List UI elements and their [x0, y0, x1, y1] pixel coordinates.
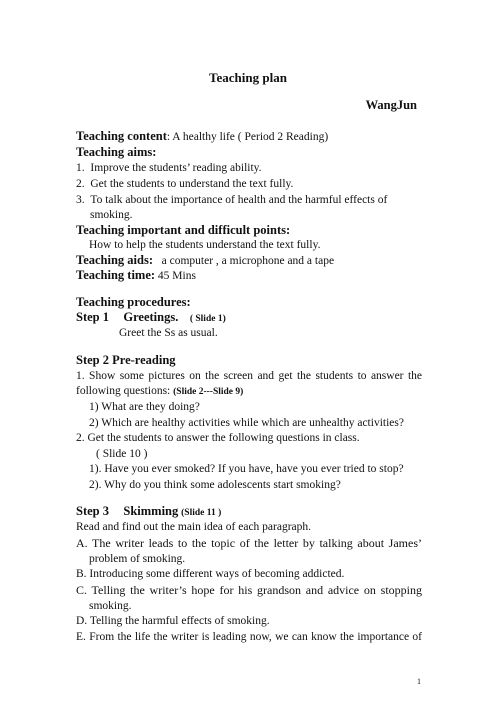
page-number: 1	[417, 677, 421, 686]
teaching-aids-line	[76, 253, 334, 268]
step-2-heading: Step 2 Pre-reading	[76, 353, 176, 367]
author-name: WangJun	[365, 98, 417, 112]
important-points-text: How to help the students understand the text fully.	[89, 239, 321, 251]
step-3-intro: Read and find out the main idea of each paragraph.	[76, 521, 312, 533]
step-2-question-1: 1) What are they doing?	[89, 401, 200, 413]
step-2-p1-text: following questions:	[76, 385, 171, 397]
step-2-p1-slide: (Slide 2---Slide 9)	[173, 387, 244, 397]
step-3-item-c-line-2: smoking.	[89, 600, 132, 612]
aim-number: 3.	[76, 194, 85, 206]
step-1-slide: ( Slide 1)	[189, 314, 226, 324]
step-3-heading	[76, 504, 221, 520]
teaching-content-line	[76, 129, 328, 144]
step-2-p2-slide: ( Slide 10 )	[96, 448, 148, 460]
step-2-question-4: 2). Why do you think some adolescents start smoking?	[89, 479, 341, 491]
aim-number: 1.	[76, 162, 85, 174]
step-3-name: Skimming	[123, 504, 179, 518]
step-3-item-d: D. Telling the harmful effects of smoking.	[76, 615, 270, 627]
step-3-slide: (Slide 11 )	[181, 508, 222, 518]
step-3-item-e: E. From the life the writer is leading now, we can know the importance of	[76, 631, 422, 643]
teaching-time-label: Teaching time:	[76, 268, 156, 282]
aim-item-2	[76, 177, 293, 191]
important-points-heading: Teaching important and difficult points:	[76, 223, 291, 237]
step-2-paragraph-1-line-1: 1. Show some pictures on the screen and get the students to answer the	[76, 370, 422, 382]
step-3-item-a-line-1: A. The writer leads to the topic of the letter by talking about James’	[76, 536, 422, 550]
teaching-time-text: 45 Mins	[157, 270, 196, 282]
step-1-heading	[76, 310, 226, 326]
step-1-label: Step 1	[76, 310, 109, 324]
aim-text: Improve the students’ reading ability.	[90, 162, 262, 174]
aim-item-1	[76, 161, 262, 175]
aim-number: 2.	[76, 178, 85, 190]
step-2-paragraph-2: 2. Get the students to answer the following questions in class.	[76, 432, 360, 444]
step-2-question-2: 2) Which are healthy activities while which are unhealthy activities?	[89, 417, 404, 429]
step-3-label: Step 3	[76, 504, 109, 518]
teaching-content-label: Teaching content	[76, 129, 167, 143]
teaching-time-line	[76, 268, 196, 283]
step-1-name: Greetings.	[123, 310, 179, 324]
teaching-aids-label: Teaching aids:	[76, 253, 153, 267]
step-1-text: Greet the Ss as usual.	[119, 327, 218, 339]
teaching-content-text: : A healthy life ( Period 2 Reading)	[166, 131, 329, 143]
step-2-paragraph-1-line-2	[76, 384, 243, 399]
procedures-heading: Teaching procedures:	[76, 295, 191, 309]
aim-item-3	[76, 193, 422, 207]
step-2-question-3: 1). Have you ever smoked? If you have, have you ever tried to stop?	[89, 463, 404, 475]
teaching-aims-heading: Teaching aims:	[76, 145, 157, 159]
document-title: Teaching plan	[209, 70, 287, 85]
teaching-aids-text: a computer , a microphone and a tape	[161, 255, 335, 267]
step-3-item-c-line-1: C. Telling the writer’s hope for his grandson and advice on stopping	[76, 583, 422, 597]
aim-item-3-continued: smoking.	[90, 209, 133, 221]
aim-text: To talk about the importance of health and the harmful effects of	[90, 194, 388, 206]
step-3-item-b: B. Introducing some different ways of becoming addicted.	[76, 568, 345, 580]
aim-text: Get the students to understand the text fully.	[90, 178, 294, 190]
step-3-item-a-line-2: problem of smoking.	[89, 553, 186, 565]
